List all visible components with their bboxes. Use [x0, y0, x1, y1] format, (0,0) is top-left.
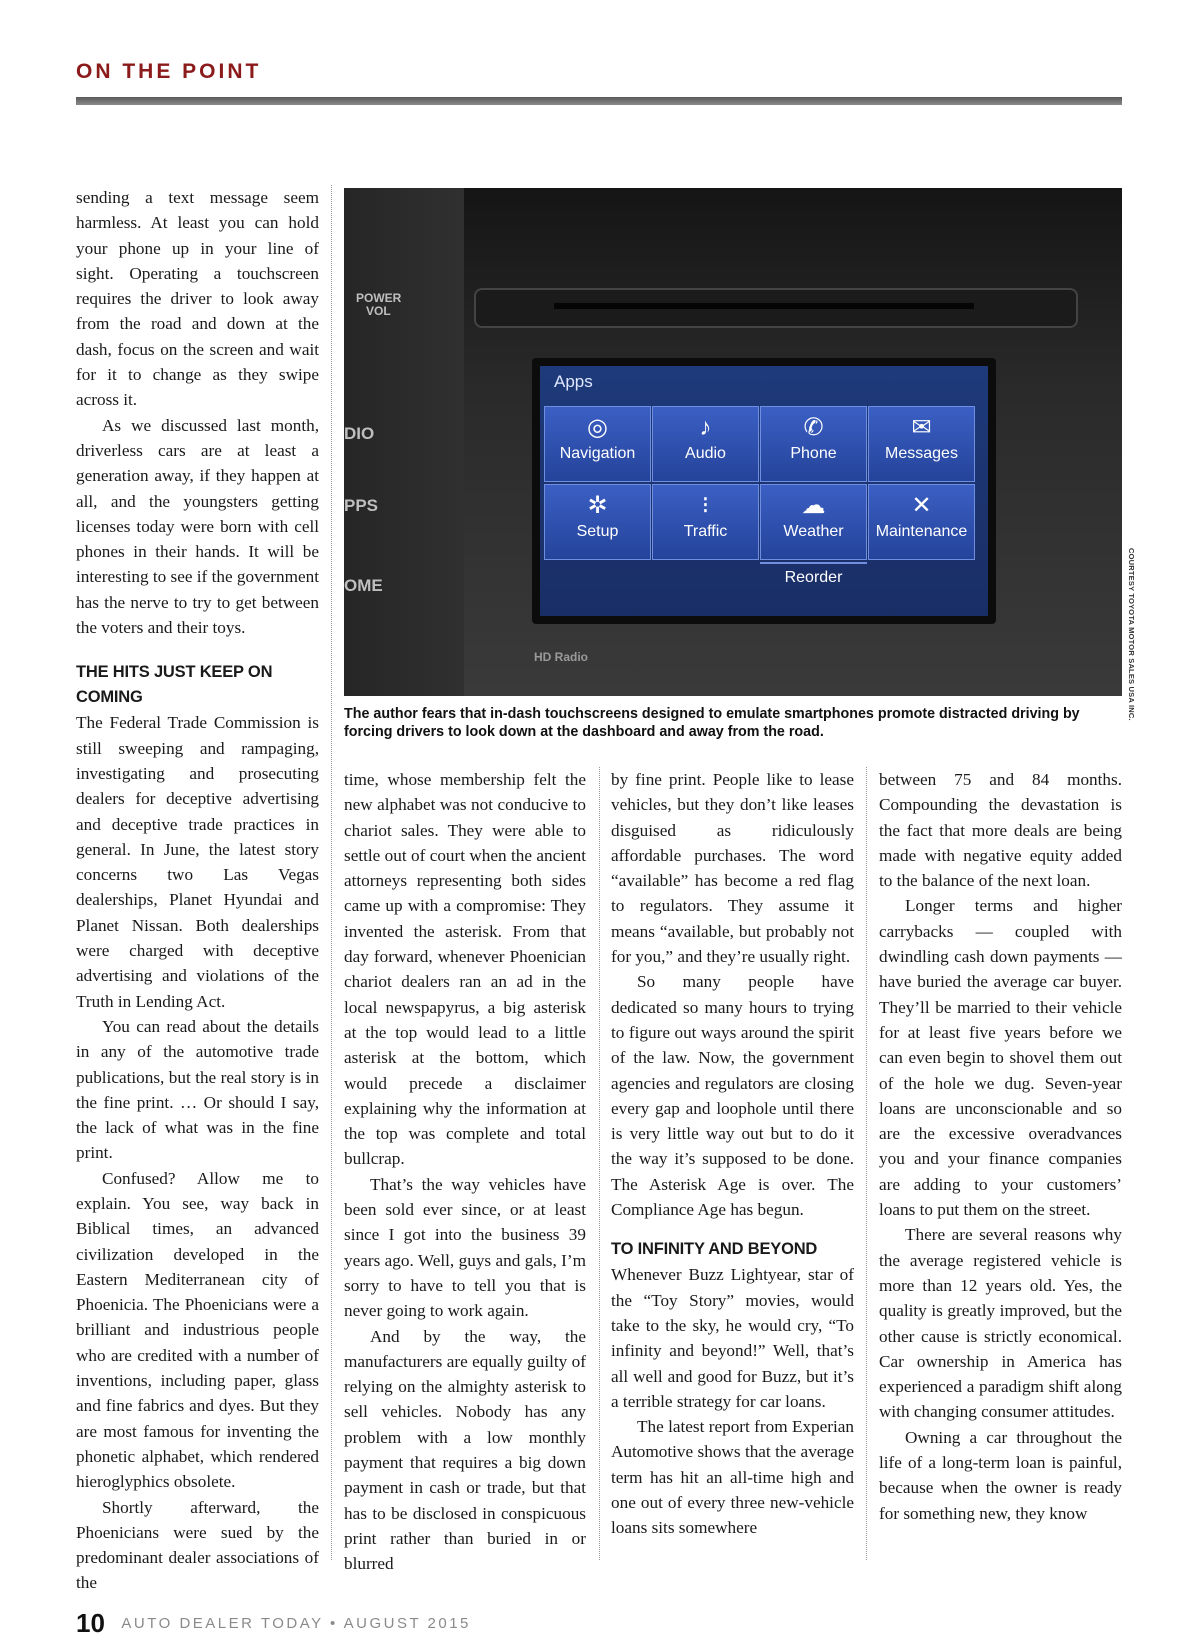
page-number: 10 [76, 1608, 105, 1638]
tile-navigation: ◎ Navigation [544, 406, 651, 482]
header-rule [76, 97, 1122, 105]
tile-weather: ☁ Weather [760, 484, 867, 560]
envelope-icon: ✉ [911, 414, 932, 441]
paragraph: Longer terms and higher carrybacks — coupled with dwindling cash down payments — have buried the average car buyer. They’ll be married to their vehicle for at least five years before we can even begin to shovel them out of the hole we dug. Seven-year loans are unconscionable and so are the excessive overadvances you and your finance companies are adding to your customers’ loans to put them on the street. [879, 896, 1122, 1220]
paragraph: time, whose membership felt the new alphabet was not conducive to chariot sales. They were able to settle out of court when the ancient attorneys representing both sides came up with a compromise: They invented the asterisk. From that day forward, whenever Phoenician chariot dealers ran an ad in the local newspapyrus, a big asterisk at the top would lead to a little asterisk at the bottom, which would precede a disclaimer explaining why the information at the top was complete and total bullcrap. [344, 770, 586, 1169]
gear-icon: ✲ [587, 492, 608, 519]
column-4 [879, 767, 1122, 1526]
paragraph: Whenever Buzz Lightyear, star of the “Toy Story” movies, would take to the sky, he would cry, “To infinity and beyond!” Well, that’s all well and good for Buzz, but it’s a terrible strategy for car loans. [611, 1265, 854, 1411]
tile-traffic: ⁝ Traffic [652, 484, 759, 560]
column-1 [76, 185, 319, 1596]
cd-slot [554, 303, 974, 309]
phone-icon: ✆ [803, 414, 824, 441]
paragraph: The Federal Trade Commission is still sweeping and rampaging, investigating and prosecuting dealers for deceptive advertising and deceptive trade practices in general. In June, the latest story concerns two Las Vegas dealerships, Planet Hyundai and Planet Nissan. Both dealerships were charged with deceptive advertising and violations of the Truth in Lending Act. [76, 713, 319, 1011]
subheading: TO INFINITY AND BEYOND [611, 1240, 818, 1259]
hd-radio-logo: HD Radio [534, 650, 588, 664]
screen-title: Apps [554, 372, 593, 391]
paragraph: You can read about the details in any of the automotive trade publications, but the real story is in the fine print. … Or should I say, the lack of what was in the fine print. [76, 1016, 319, 1163]
tile-setup: ✲ Setup [544, 484, 651, 560]
side-panel [344, 188, 464, 696]
paragraph: between 75 and 84 months. Compounding the devastation is the fact that more deals are being made with negative equity added to the balance of the next loan. [879, 770, 1122, 891]
panel-label: VOL [366, 304, 391, 318]
subheading: THE HITS JUST KEEP ON COMING [76, 663, 273, 707]
dashboard-photo [344, 188, 1122, 696]
tile-messages: ✉ Messages [868, 406, 975, 482]
tile-audio: ♪ Audio [652, 406, 759, 482]
page-footer [76, 1608, 471, 1639]
paragraph: As we discussed last month, driverless cars are at least a generation away, if they happen at all, and the youngsters getting licenses today were born with cell phones in their hands. It will be interesting to see if the government has the nerve to try to get between the voters and their toys. [76, 415, 319, 638]
music-note-icon: ♪ [699, 414, 712, 441]
paragraph: by fine print. People like to lease vehicles, but they don’t like leases disguised as ridiculously affordable purchases. The word “available” has become a red flag to regulators. They assume it means “available, but probably not for you,” and they’re usually right. [611, 770, 854, 967]
paragraph: sending a text message seem harmless. At least you can hold your phone up in your line of sight. Operating a touchscreen requires the driver to look away from the road and down at the dash, focus on the screen and wait for it to change as they swipe across it. [76, 188, 319, 410]
reorder-label: Reorder [760, 562, 867, 592]
paragraph: Shortly afterward, the Phoenicians were sued by the predominant dealer associations of the [76, 1497, 319, 1593]
paragraph: Owning a car throughout the life of a long-term loan is painful, because when the owner is ready for something new, they know [879, 1427, 1122, 1523]
column-divider [866, 767, 867, 1560]
tools-icon: ✕ [911, 492, 932, 519]
touchscreen [532, 358, 996, 624]
photo-caption: The author fears that in-dash touchscreens designed to emulate smartphones promote distracted driving by forcing drivers to look down at the dashboard and away from the road. [344, 706, 1080, 740]
traffic-light-icon: ⁝ [701, 492, 710, 519]
panel-label: PPS [344, 496, 379, 515]
column-2 [344, 767, 586, 1577]
paragraph: That’s the way vehicles have been sold ever since, or at least since I got into the business 39 years ago. Well, guys and gals, I’m sorry to have to tell you that is never going to work again. [344, 1174, 586, 1321]
column-3 [611, 767, 854, 1541]
tile-maintenance: ✕ Maintenance [868, 484, 975, 560]
paragraph: There are several reasons why the average registered vehicle is more than 12 years old. Yes, the quality is greatly improved, but the other cause is strictly economical. Car ownership in America has experienced a paradigm shift along with changing consumer attitudes. [879, 1225, 1122, 1422]
column-divider [599, 767, 600, 1560]
paragraph: And by the way, the manufacturers are equally guilty of relying on the almighty asterisk to sell vehicles. Nobody has any problem with a low monthly payment that requires a big down payment in cash or trade, but that has to be disclosed in conspicuous print rather than buried in or blurred [344, 1326, 586, 1574]
compass-icon: ◎ [587, 414, 608, 441]
panel-label: DIO [344, 424, 375, 443]
column-divider [331, 185, 332, 1560]
panel-label: POWER [356, 291, 402, 305]
weather-icon: ☁ [801, 492, 826, 519]
paragraph: The latest report from Experian Automotive shows that the average term has hit an all-time high and one out of every three new-vehicle loans sits somewhere [611, 1417, 854, 1538]
tile-phone: ✆ Phone [760, 406, 867, 482]
paragraph: So many people have dedicated so many hours to trying to figure out ways around the spirit of the law. Now, the government agencies and regulators are closing every gap and loophole until there is very little way out but to do it the way it’s supposed to be done. The Asterisk Age is over. The Compliance Age has begun. [611, 972, 854, 1220]
paragraph: Confused? Allow me to explain. You see, way back in Biblical times, an advanced civilization developed in the Eastern Mediterranean city of Phoenicia. The Phoenicians were a brilliant and industrious people who are credited with a number of inventions, including paper, glass and fine fabrics and dyes. But they are most famous for inventing the phonetic alphabet, which rendered hieroglyphics obsolete. [76, 1168, 319, 1492]
publication-line: AUTO DEALER TODAY • AUGUST 2015 [121, 1615, 471, 1632]
panel-label: OME [344, 576, 383, 595]
photo-credit: COURTESY TOYOTA MOTOR SALES USA INC. [1127, 548, 1136, 721]
section-label: ON THE POINT [76, 60, 262, 83]
